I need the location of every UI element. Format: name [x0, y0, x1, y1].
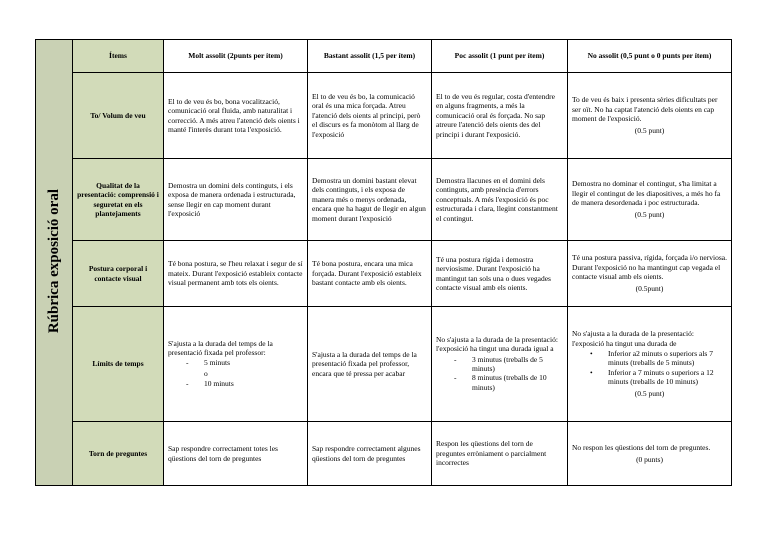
- options-list: [168, 358, 303, 367]
- options-list: [436, 355, 563, 393]
- cell-bastant-assolit: Demostra un domini bastant elevat dels continguts, i els exposa de manera més o menys ordenada, encara que ha hagut de llegir en algun moment durant l'exposició: [308, 159, 432, 241]
- points-label: (0.5punt): [635, 284, 664, 294]
- side-title: Rúbrica exposició oral: [45, 189, 62, 334]
- cell-text: Té una postura passiva, rígida, forçada i/o nerviosa. Durant l'exposició no ha mantingut cap vegada el contacte visual amb els oients.: [572, 253, 727, 281]
- cell-no-assolit: [568, 307, 732, 422]
- cell-bastant-assolit: El to de veu és bo, la comunicació oral és una mica forçada. Atreu l'atenció dels oients al principi, però el discurs es fa monòtom al llarg de l'exposició: [308, 73, 432, 159]
- table-row: [36, 73, 732, 159]
- cell-molt-assolit: Té bona postura, se l'heu relaxat i segur de sí mateix. Durant l'exposició estableix contacte visual permanent amb tots els oients.: [164, 241, 308, 307]
- cell-no-assolit: [568, 422, 732, 486]
- rubric-table: [35, 39, 732, 486]
- options-list: [572, 349, 727, 387]
- cell-text: S'ajusta a la durada del temps de la presentació fixada pel professor:: [168, 338, 273, 357]
- table-row: [36, 422, 732, 486]
- cell-no-assolit: [568, 73, 732, 159]
- points-label: (0.5 punt): [634, 126, 665, 136]
- cell-poc-assolit: Té una postura rígida i demostra nerviosisme. Durant l'exposició ha mantingut tan sols una o dues vegades contacte visual amb els oients.: [432, 241, 568, 307]
- option-item: - 8 minutus (treballs de 10 minuts): [472, 373, 563, 392]
- option-item: - 3 minutus (treballs de 5 minuts): [472, 355, 563, 374]
- row-label-to-volum: To/ Volum de veu: [73, 73, 164, 159]
- table-row: [36, 307, 732, 422]
- option-item: - 10 minuts: [204, 379, 303, 388]
- header-no-assolit: No assolit (0,5 punt o 0 punts per ítem): [568, 40, 732, 73]
- row-label-limits: Límits de temps: [73, 307, 164, 422]
- option-item: • Inferior a2 minuts o superiors als 7 minuts (treballs de 5 minuts): [608, 349, 727, 368]
- cell-text: To de veu és baix i presenta sèries dificultats per ser oït. No ha captat l'atenció dels oients en cap moment de l'exposició.: [572, 95, 718, 123]
- cell-poc-assolit: Demostra llacunes en el domini dels continguts, amb presència d'errors conceptuals. A més l'exposició és poc estructurada i clara, llegint constantment el contingut.: [432, 159, 568, 241]
- cell-no-assolit: [568, 241, 732, 307]
- row-label-qualitat: Qualitat de la presentació: comprensió i seguretat en els plantejaments: [73, 159, 164, 241]
- row-label-torn: Torn de preguntes: [73, 422, 164, 486]
- table-row: [36, 241, 732, 307]
- option-item: • Inferior a 7 minuts o superiors a 12 minuts (treballs de 10 minuts): [608, 368, 727, 387]
- cell-poc-assolit: El to de veu és regular, costa d'entendre en alguns fragments, a més la comunicació oral és forçada. No sap atreure l'atenció dels oients des del principi i durant l'exposició.: [432, 73, 568, 159]
- table-row: [36, 159, 732, 241]
- options-list: [168, 379, 303, 388]
- header-items: Ítems: [73, 40, 164, 73]
- row-label-postura: Postura corporal i contacte visual: [73, 241, 164, 307]
- or-label: o: [204, 368, 208, 378]
- cell-text: Demostra no dominar el contingut, s'ha limitat a llegir el contingut de les diapositives, a més ho fa de manera desordenada i poc estructurada.: [572, 179, 721, 207]
- header-molt-assolit: Molt assolit (2punts per ítem): [164, 40, 308, 73]
- points-label: (0.5 punt): [634, 210, 665, 220]
- cell-text: No s'ajusta a la durada de la presentació: l'exposició ha tingut una durada de: [572, 329, 694, 348]
- cell-no-assolit: [568, 159, 732, 241]
- points-label: (0.5 punt): [634, 389, 665, 399]
- cell-molt-assolit: Demostra un domini dels continguts, i els exposa de manera ordenada i estructurada, sense llegir en cap moment durant l'exposició: [164, 159, 308, 241]
- cell-bastant-assolit: S'ajusta a la durada del temps de la presentació fixada pel professor, encara que té pressa per acabar: [308, 307, 432, 422]
- cell-bastant-assolit: Sap respondre correctament algunes qüestions del torn de preguntes: [308, 422, 432, 486]
- cell-molt-assolit: Sap respondre correctament totes les qüestions del torn de preguntes: [164, 422, 308, 486]
- side-title-cell: [36, 40, 73, 486]
- header-bastant-assolit: Bastant assolit (1,5 per ítem): [308, 40, 432, 73]
- cell-poc-assolit: Respon les qüestions del torn de preguntes erròniament o parcialment incorrectes: [432, 422, 568, 486]
- cell-molt-assolit: El to de veu és bo, bona vocalització, comunicació oral fluida, amb naturalitat i correcció. A més atreu l'atenció dels oients i manté l'interès durant tota l'exposició.: [164, 73, 308, 159]
- header-row: [36, 40, 732, 73]
- cell-molt-assolit: [164, 307, 308, 422]
- cell-text: No respon les qüestions del torn de preguntes.: [572, 442, 711, 452]
- cell-bastant-assolit: Té bona postura, encara una mica forçada. Durant l'exposició estableix bastant contacte amb els oients.: [308, 241, 432, 307]
- points-label: (0 punts): [636, 455, 663, 464]
- header-poc-assolit: Poc assolit (1 punt per ítem): [432, 40, 568, 73]
- cell-poc-assolit: [432, 307, 568, 422]
- cell-text: No s'ajusta a la durada de la presentació: l'exposició ha tingut una durada igual a: [436, 334, 558, 354]
- option-item: - 5 minuts: [204, 358, 303, 367]
